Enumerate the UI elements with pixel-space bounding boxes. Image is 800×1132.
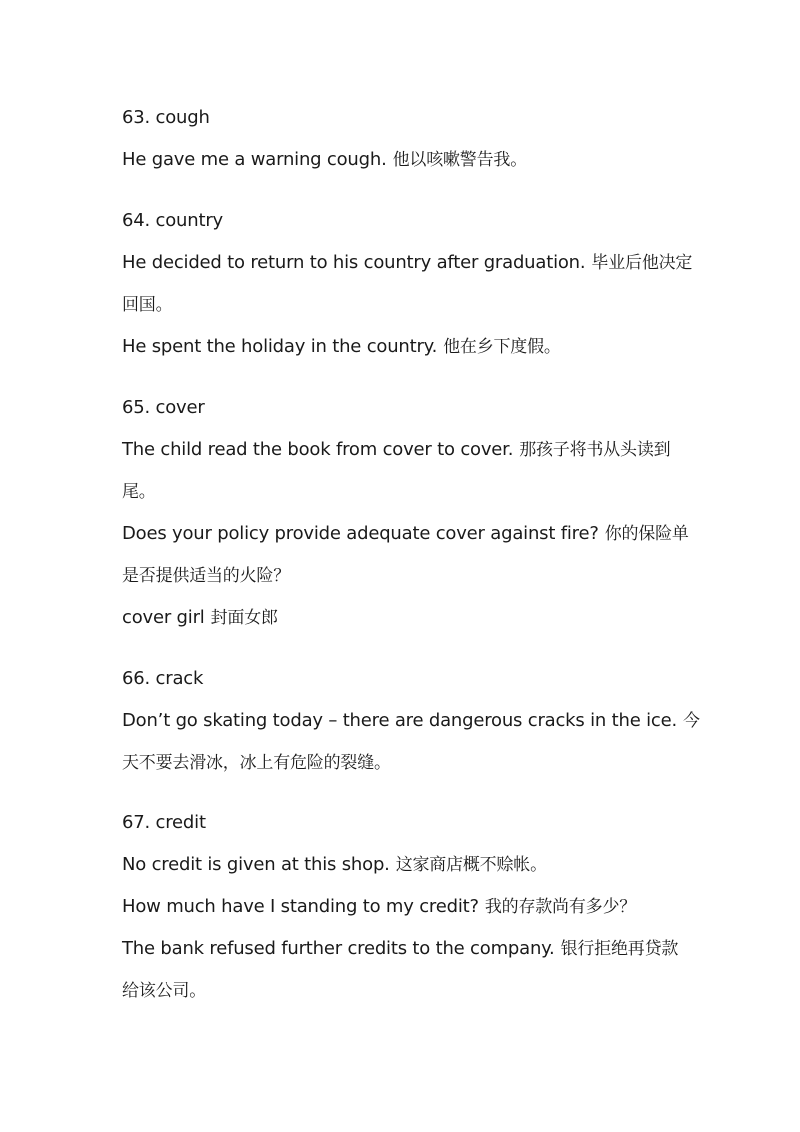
example-chinese: 他以咳嗽警告我。 [392,150,527,170]
example-line [122,895,636,919]
example-line-continuation [122,480,156,504]
example-chinese: 他在乡下度假。 [443,337,561,357]
entry-heading: 65. cover [122,397,205,418]
example-english: He decided to return to his country after graduation. [122,252,586,273]
example-chinese: 这家商店概不赊帐。 [395,855,547,875]
example-chinese: 是否提供适当的火险？ [122,566,290,586]
example-english: No credit is given at this shop. [122,854,390,875]
entry-heading: 66. crack [122,668,204,689]
example-english: How much have I standing to my credit? [122,896,479,917]
example-english: Don’t go skating today – there are dangerous cracks in the ice. [122,710,677,731]
example-chinese: 银行拒绝再贷款 [560,939,679,959]
example-line [122,606,278,630]
example-chinese: 我的存款尚有多少？ [484,897,637,917]
example-chinese: 尾。 [122,482,156,502]
example-chinese: 天不要去滑冰，冰上有危险的裂缝。 [122,753,391,773]
example-line [122,937,678,961]
example-chinese: 你的保险单 [604,524,689,544]
example-line [122,709,700,733]
example-english: He spent the holiday in the country. [122,336,438,357]
example-line [122,251,692,275]
example-english: Does your policy provide adequate cover against fire? [122,523,599,544]
example-chinese: 回国。 [122,295,173,315]
example-english: cover girl [122,607,205,628]
entry-heading: 64. country [122,210,223,231]
example-line [122,522,689,546]
example-line-continuation [122,293,172,317]
example-line [122,148,527,172]
example-line-continuation [122,564,290,588]
example-english: The child read the book from cover to cover. [122,439,514,460]
example-line [122,335,561,359]
example-line-continuation [122,751,391,775]
example-line [122,438,670,462]
example-line [122,853,547,877]
example-chinese: 那孩子将书从头读到 [519,440,671,460]
example-chinese: 今 [683,711,700,731]
example-english: The bank refused further credits to the company. [122,938,555,959]
example-english: He gave me a warning cough. [122,149,387,170]
entry-heading: 63. cough [122,107,210,128]
example-chinese: 毕业后他决定 [591,253,693,273]
entry-heading: 67. credit [122,812,206,833]
example-chinese: 封面女郎 [210,608,278,628]
example-chinese: 给该公司。 [122,981,206,1001]
example-line-continuation [122,979,206,1003]
